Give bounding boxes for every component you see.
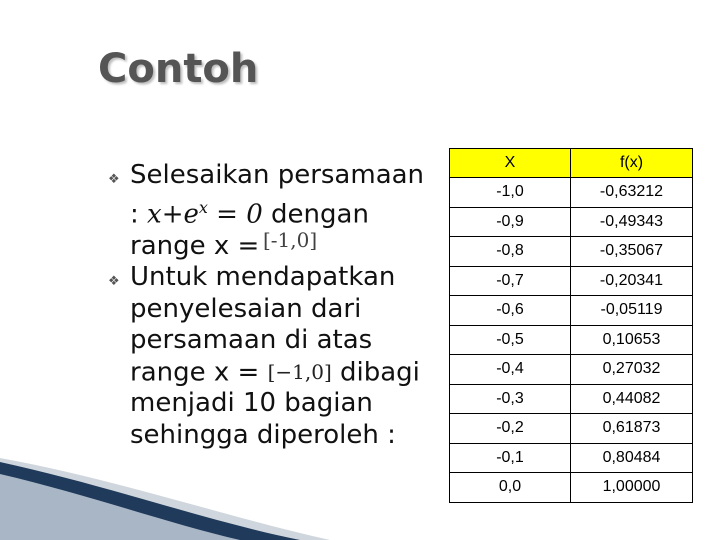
cell-x: -1,0 (450, 178, 571, 208)
cell-fx: -0,63212 (571, 178, 693, 208)
bullet-marker-icon: ❖ (108, 274, 120, 290)
cell-fx: -0,35067 (571, 237, 693, 267)
bullet-1-equation: x+e (147, 199, 199, 230)
table-row (450, 237, 693, 267)
cell-fx: 0,27032 (571, 355, 693, 385)
cell-x: -0,3 (450, 384, 571, 414)
bullet-1-text-b: dengan range x = (130, 199, 369, 261)
cell-fx: 0,61873 (571, 414, 693, 444)
table-row (450, 207, 693, 237)
cell-fx: -0,05119 (571, 296, 693, 326)
table-row (450, 266, 693, 296)
column-header-fx: f(x) (571, 149, 693, 178)
bullet-item-2 (108, 262, 428, 451)
cell-fx: 0,10653 (571, 325, 693, 355)
cell-x: 0,0 (450, 473, 571, 503)
table-row (450, 178, 693, 208)
cell-x: -0,4 (450, 355, 571, 385)
page-title: Contoh (98, 46, 259, 92)
cell-fx: 1,00000 (571, 473, 693, 503)
cell-x: -0,8 (450, 237, 571, 267)
table-row (450, 473, 693, 503)
bullet-2-text-b: dibagi menjadi 10 bagian sehingga diperoleh : (130, 356, 420, 450)
bullet-1-interval: [-1,0] (263, 228, 318, 252)
bullet-2-interval: [−1,0] (267, 359, 332, 384)
cell-x: -0,6 (450, 296, 571, 326)
cell-x: -0,9 (450, 207, 571, 237)
cell-fx: 0,44082 (571, 384, 693, 414)
bullet-list (108, 160, 428, 451)
table-row (450, 325, 693, 355)
bullet-marker-icon: ❖ (108, 172, 120, 187)
cell-x: -0,2 (450, 414, 571, 444)
table-row (450, 384, 693, 414)
column-header-x: X (450, 149, 571, 178)
cell-x: -0,1 (450, 443, 571, 473)
cell-fx: 0,80484 (571, 443, 693, 473)
table-header-row (450, 149, 693, 178)
cell-fx: -0,20341 (571, 266, 693, 296)
table-row (450, 414, 693, 444)
bullet-1-text-a: Selesaikan persamaan : (130, 160, 425, 230)
bullet-1-exponent: x (198, 197, 208, 217)
bullet-2-text-a: Untuk mendapatkan penyelesaian dari persamaan di atas range x = (130, 262, 396, 387)
cell-x: -0,7 (450, 266, 571, 296)
bullet-1-equation-rhs: = 0 (207, 199, 263, 230)
table-row (450, 355, 693, 385)
values-table (449, 148, 693, 503)
cell-fx: -0,49343 (571, 207, 693, 237)
table-row (450, 296, 693, 326)
table-row (450, 443, 693, 473)
cell-x: -0,5 (450, 325, 571, 355)
